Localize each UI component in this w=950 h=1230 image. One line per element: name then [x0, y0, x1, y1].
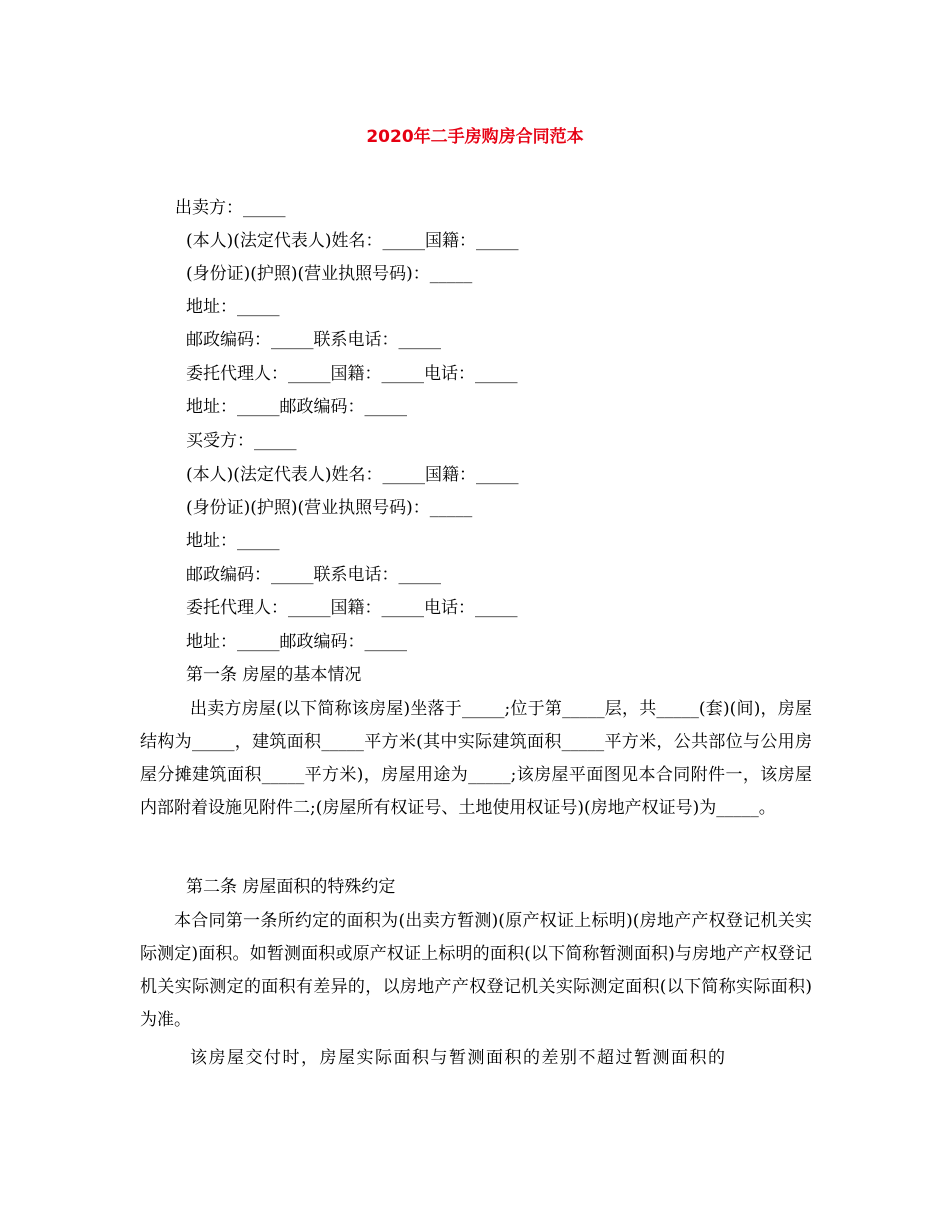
buyer-agent-address-line: 地址：_____邮政编码：_____	[186, 632, 407, 652]
seller-postal-line: 邮政编码：_____联系电话：_____	[186, 330, 441, 350]
buyer-postal-line: 邮政编码：_____联系电话：_____	[186, 565, 441, 585]
article1-body: 出卖方房屋(以下简称该房屋)坐落于_____;位于第_____层，共_____(套)(间)，房屋结构为_____，建筑面积_____平方米(其中实际建筑面积_____平方米，公共部位与公用房屋分摊建筑面积_____平方米)，房屋用途为_____;该房屋平面图见本合同附件一，该房屋内部附着设施见附件二;(房屋所有权证号、土地使用权证号)(房地产权证号)为_____。	[140, 699, 812, 818]
seller-id-line: (身份证)(护照)(营业执照号码)：_____	[186, 264, 473, 284]
article2-body2: 该房屋交付时，房屋实际面积与暂测面积的差别不超过暂测面积的	[190, 1048, 727, 1068]
buyer-label: 买受方：_____	[186, 431, 297, 451]
seller-address-line: 地址：_____	[186, 297, 280, 317]
document-title: 2020年二手房购房合同范本	[366, 127, 584, 147]
buyer-address-line: 地址：_____	[186, 531, 280, 551]
seller-agent-address-line: 地址：_____邮政编码：_____	[186, 397, 407, 417]
buyer-agent-line: 委托代理人：_____国籍：_____电话：_____	[186, 598, 518, 618]
seller-agent-line: 委托代理人：_____国籍：_____电话：_____	[186, 364, 518, 384]
seller-name-line: (本人)(法定代表人)姓名：_____国籍：_____	[186, 231, 519, 251]
seller-label: 出卖方：_____	[175, 198, 286, 218]
article1-heading: 第一条 房屋的基本情况	[186, 665, 362, 685]
article2-heading: 第二条 房屋面积的特殊约定	[186, 877, 396, 897]
buyer-name-line: (本人)(法定代表人)姓名：_____国籍：_____	[186, 465, 519, 485]
buyer-id-line: (身份证)(护照)(营业执照号码)：_____	[186, 498, 473, 518]
article2-body: 本合同第一条所约定的面积为(出卖方暂测)(原产权证上标明)(房地产产权登记机关实际测定)面积。如暂测面积或原产权证上标明的面积(以下简称暂测面积)与房地产产权登记机关实际测定的面积有差异的，以房地产产权登记机关实际测定面积(以下简称实际面积)为准。	[140, 911, 812, 1030]
